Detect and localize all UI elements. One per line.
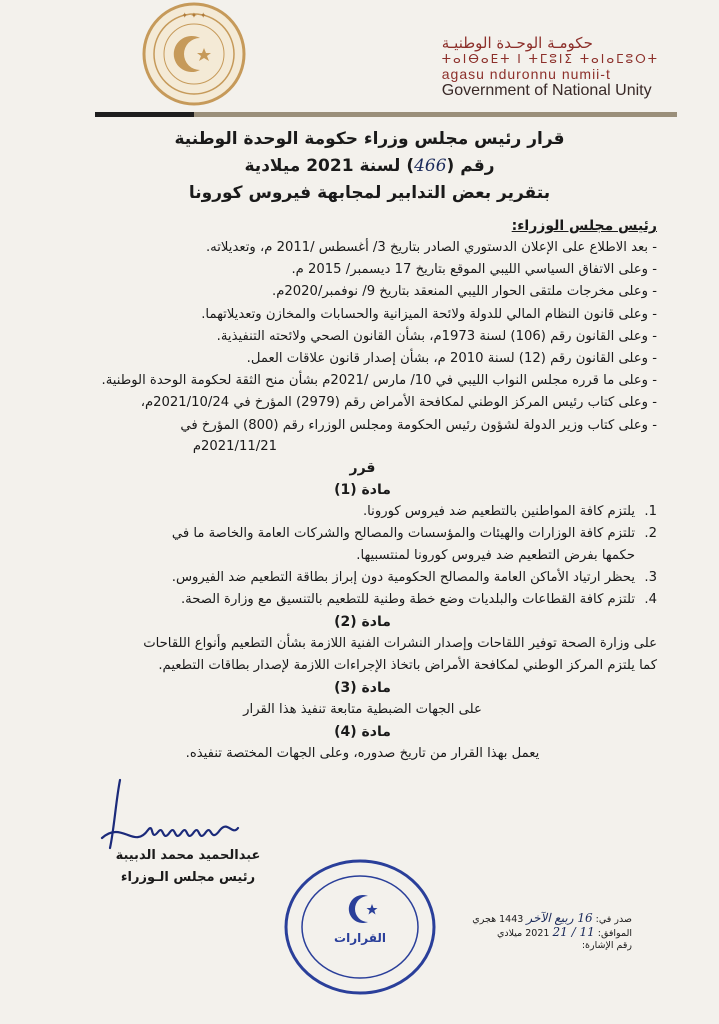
recital-item: - وعلى قانون النظام المالي للدولة ولائحة الميزانية والحسابات والمخازن وتعديلاتهما. bbox=[201, 306, 657, 322]
government-name-arabic: حكومـة الوحـدة الوطنيـة bbox=[441, 34, 593, 52]
decided-heading: قرر bbox=[349, 459, 376, 476]
state-seal-logo bbox=[142, 2, 246, 106]
decree-number-line bbox=[90, 153, 649, 180]
article-2-title: مادة (2) bbox=[334, 613, 391, 630]
government-name-english: Government of National Unity bbox=[441, 82, 652, 99]
article-3-text: على الجهات الضبطية متابعة تنفيذ هذا القرار bbox=[243, 701, 482, 717]
article-1-item bbox=[68, 501, 657, 523]
article-2-text: على وزارة الصحة توفير اللقاحات وإصدار النشرات الفنية اللازمة بشأن التطعيم وأنواع اللقاحات bbox=[143, 635, 657, 651]
recital-item: - وعلى القانون رقم (12) لسنة 2010 م، بشأن إصدار قانون علاقات العمل. bbox=[246, 351, 657, 367]
item-text: يلتزم كافة المواطنين بالتطعيم ضد فيروس كورونا. bbox=[362, 503, 635, 519]
article-3-title: مادة (3) bbox=[334, 679, 391, 696]
number-prefix: رقم ( bbox=[446, 156, 495, 176]
recital-item: - وعلى ما قرره مجلس النواب الليبي في 10/ مارس /2021م بشأن منح الثقة لحكومة الوحدة الوطنية. bbox=[101, 373, 657, 389]
recital-item: - وعلى مخرجات ملتقى الحوار الليبي المنعقد بتاريخ 9/ نوفمبر/2020م. bbox=[272, 284, 657, 300]
item-number: 2. bbox=[644, 525, 657, 541]
article-1-item bbox=[68, 567, 657, 589]
signatory-name: عبدالحميد محمد الدبيبة bbox=[115, 848, 261, 863]
article-4-title: مادة (4) bbox=[334, 723, 391, 740]
article-4-text: يعمل بهذا القرار من تاريخ صدوره، وعلى الجهات المختصة تنفيذه. bbox=[185, 745, 540, 761]
government-name-tifinagh: ⵜⴰⵏⴱⴰⴹⵜ ⵏ ⵜⵎⵓⵏⵉ ⵜⴰⵏⴰⵎⵓⵔⵜ bbox=[441, 52, 659, 66]
gregorian-date-handwritten: 11 / 21 bbox=[552, 925, 595, 939]
recital-item: - وعلى كتاب وزير الدولة لشؤون رئيس الحكومة ومجلس الوزراء رقم (800) المؤرخ في bbox=[180, 417, 657, 433]
article-1-item-2-continuation: حكمها بفرض التطعيم ضد فيروس كورونا لمنتسبيها. bbox=[356, 547, 635, 563]
reference-office: رقم الإشارة: bbox=[581, 940, 632, 951]
hijri-date-line: صدر في: 16 ربيع الآخر 1443 هجري bbox=[472, 911, 632, 925]
recital-item: - وعلى الاتفاق السياسي الليبي الموقع بتاريخ 17 ديسمبر/ 2015 م. bbox=[291, 262, 657, 278]
signatory-block bbox=[100, 845, 276, 889]
svg-text:✦ ✦ ✦: ✦ ✦ ✦ bbox=[181, 11, 207, 20]
item-number: 4. bbox=[644, 591, 657, 607]
item-number: 1. bbox=[644, 503, 657, 519]
government-header bbox=[442, 34, 659, 100]
item-text: يحظر ارتياد الأماكن العامة والمصالح الحكومية دون إبراز بطاقة التطعيم ضد الفيروس. bbox=[171, 569, 635, 585]
article-1-item bbox=[68, 523, 657, 545]
decisions-office-stamp bbox=[282, 858, 438, 996]
recital-item: - وعلى القانون رقم (106) لسنة 1973م، بشأن القانون الصحي ولائحته التنفيذية. bbox=[216, 328, 657, 344]
item-text: تلتزم كافة الوزارات والهيئات والمؤسسات والمصالح والشركات العامة والخاصة ما في bbox=[171, 525, 635, 541]
issuance-reference bbox=[472, 912, 632, 952]
hijri-date-handwritten: 16 ربيع الآخر bbox=[526, 911, 593, 925]
gregorian-date-line: الموافق: 11 / 21 2021 ميلادي bbox=[496, 925, 632, 939]
article-2-text: كما يلتزم المركز الوطني لمكافحة الأمراض باتخاذ الإجراءات اللازمة لإصدار بطاقات التطعيم. bbox=[158, 657, 657, 673]
recital-item: - بعد الاطلاع على الإعلان الدستوري الصادر بتاريخ 3/ أغسطس /2011 م، وتعديلاته. bbox=[205, 240, 657, 255]
signatory-role: رئيس مجلس الـوزراء bbox=[120, 870, 256, 885]
council-heading: رئيس مجلس الوزراء: bbox=[511, 218, 657, 234]
number-suffix: ) لسنة 2021 ميلادية bbox=[244, 156, 415, 176]
item-number: 3. bbox=[644, 569, 657, 585]
recital-item: - وعلى كتاب رئيس المركز الوطني لمكافحة الأمراض رقم (2979) المؤرخ في 2021/10/24م، bbox=[140, 395, 657, 411]
header-divider bbox=[95, 112, 677, 117]
article-1-item bbox=[68, 589, 657, 611]
item-text: تلتزم كافة القطاعات والبلديات وضع خطة وطنية للتطعيم بالتنسيق مع وزارة الصحة. bbox=[180, 591, 635, 607]
title-line-1: قرار رئيس مجلس وزراء حكومة الوحدة الوطنية bbox=[174, 129, 565, 149]
decree-title bbox=[90, 126, 649, 207]
decree-number-handwritten: 466 bbox=[414, 156, 447, 176]
decree-body bbox=[68, 218, 657, 765]
title-line-3: بتقرير بعض التدابير لمجابهة فيروس كورونا bbox=[188, 183, 551, 203]
recital-date-tail: 2021/11/21م bbox=[192, 438, 277, 454]
government-name-amazigh-latin: agasu nduronnu numii-t bbox=[441, 66, 611, 82]
article-1-title: مادة (1) bbox=[334, 481, 391, 498]
stamp-center-text: القرارات bbox=[334, 931, 386, 945]
